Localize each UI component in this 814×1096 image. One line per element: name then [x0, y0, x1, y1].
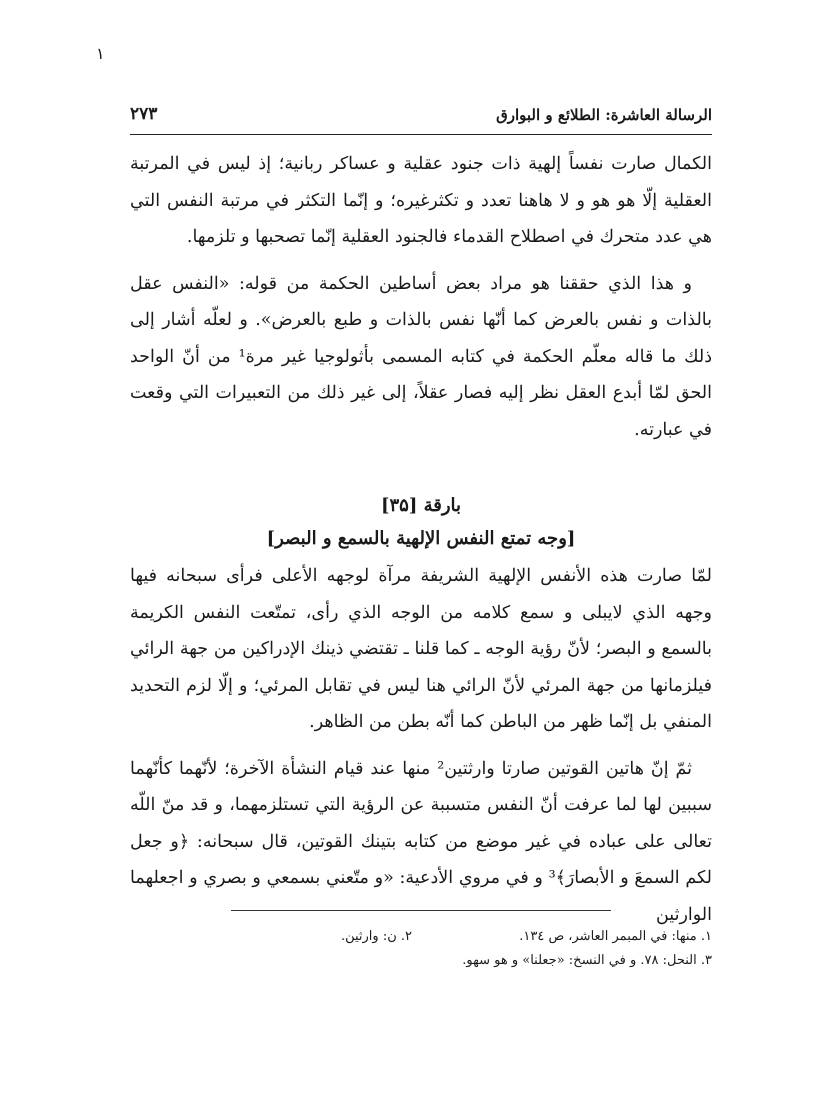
- footnote-row: [130, 949, 712, 973]
- page-number: ۲۷۳: [130, 104, 158, 124]
- paragraph: لمّا صارت هذه الأنفس الإلهية الشريفة مرآة لوجهه الأعلى فرأى سبحانه فيها وجهه الذي لايبلى و سمع كلامه من الوجه الذي رأى، تمتّعت النفس الكريمة بالسمع و البصر؛ لأنّ رؤية الوجه ـ كما قلنا ـ تقتضي ذينك الإدراكين من جهة الرائي فيلزمانها من جهة المرئي لأنّ الرائي هنا ليس في تقابل المرئي؛ و إلّا لزم التحديد المنفي بل إنّما ظهر من الباطن كما أنّه بطن من الظاهر.: [130, 566, 712, 732]
- header-title: الرسالة العاشرة: الطلائع و البوارق: [496, 106, 712, 124]
- page-body: [130, 146, 712, 933]
- paragraph: الكمال صارت نفساً إلهية ذات جنود عقلية و عساكر ربانية؛ إذ ليس في المرتبة العقلية إلّا هو هو و لا هاهنا تعدد و تكثرغيره؛ و إنّما التكثر في مرتبة النفس التي هي عدد متحرك في اصطلاح القدماء فالجنود العقلية إنّما تصحبها و تلزمها.: [130, 154, 712, 247]
- corner-mark: ۱: [96, 44, 105, 63]
- footnote: ۲. ن: وارثين.: [340, 929, 412, 944]
- footnotes: [130, 910, 712, 973]
- section-title: [وجه تمتع النفس الإلهية بالسمع و البصر]: [266, 528, 576, 549]
- footnote-divider: [231, 910, 611, 911]
- footnote: ۱. منها: في المبمر العاشر، ص ۱۳٤.: [519, 929, 712, 944]
- paragraph: ثمّ إنّ هاتين القوتين صارتا وارثتين² منها عند قيام النشأة الآخرة؛ لأنّهما كأنّهما سببين لها لما عرفت أنّ النفس متسببة عن الرؤية التي تستلزمهما، و قد منّ اللّه تعالى على عباده في غير موضع من كتابه بتينك القوتين، قال سبحانه: ﴿و جعل لكم السمعَ و الأبصارَ﴾³ و في مروي الأدعية: «و متّعني بسمعي و بصري و اجعلهما الوارثين: [130, 758, 712, 925]
- section-number: بارقة [۳۵]: [380, 495, 462, 516]
- footnote: ۳. النحل: ۷۸. و في النسخ: «جعلنا» و هو سهو.: [462, 953, 712, 968]
- running-header: [130, 104, 712, 135]
- footnote-row: [130, 925, 712, 949]
- paragraph: و هذا الذي حققنا هو مراد بعض أساطين الحكمة من قوله: «النفس عقل بالذات و نفس بالعرض كما أنّها نفس بالذات و طبع بالعرض». و لعلّه أشار إلى ذلك ما قاله معلّم الحكمة في كتابه المسمى بأثولوجيا غير مرة¹ من أنّ الواحد الحق لمّا أبدع العقل نظر إليه فصار عقلاً، إلى غير ذلك من التعبيرات التي وقعت في عبارته.: [130, 273, 712, 440]
